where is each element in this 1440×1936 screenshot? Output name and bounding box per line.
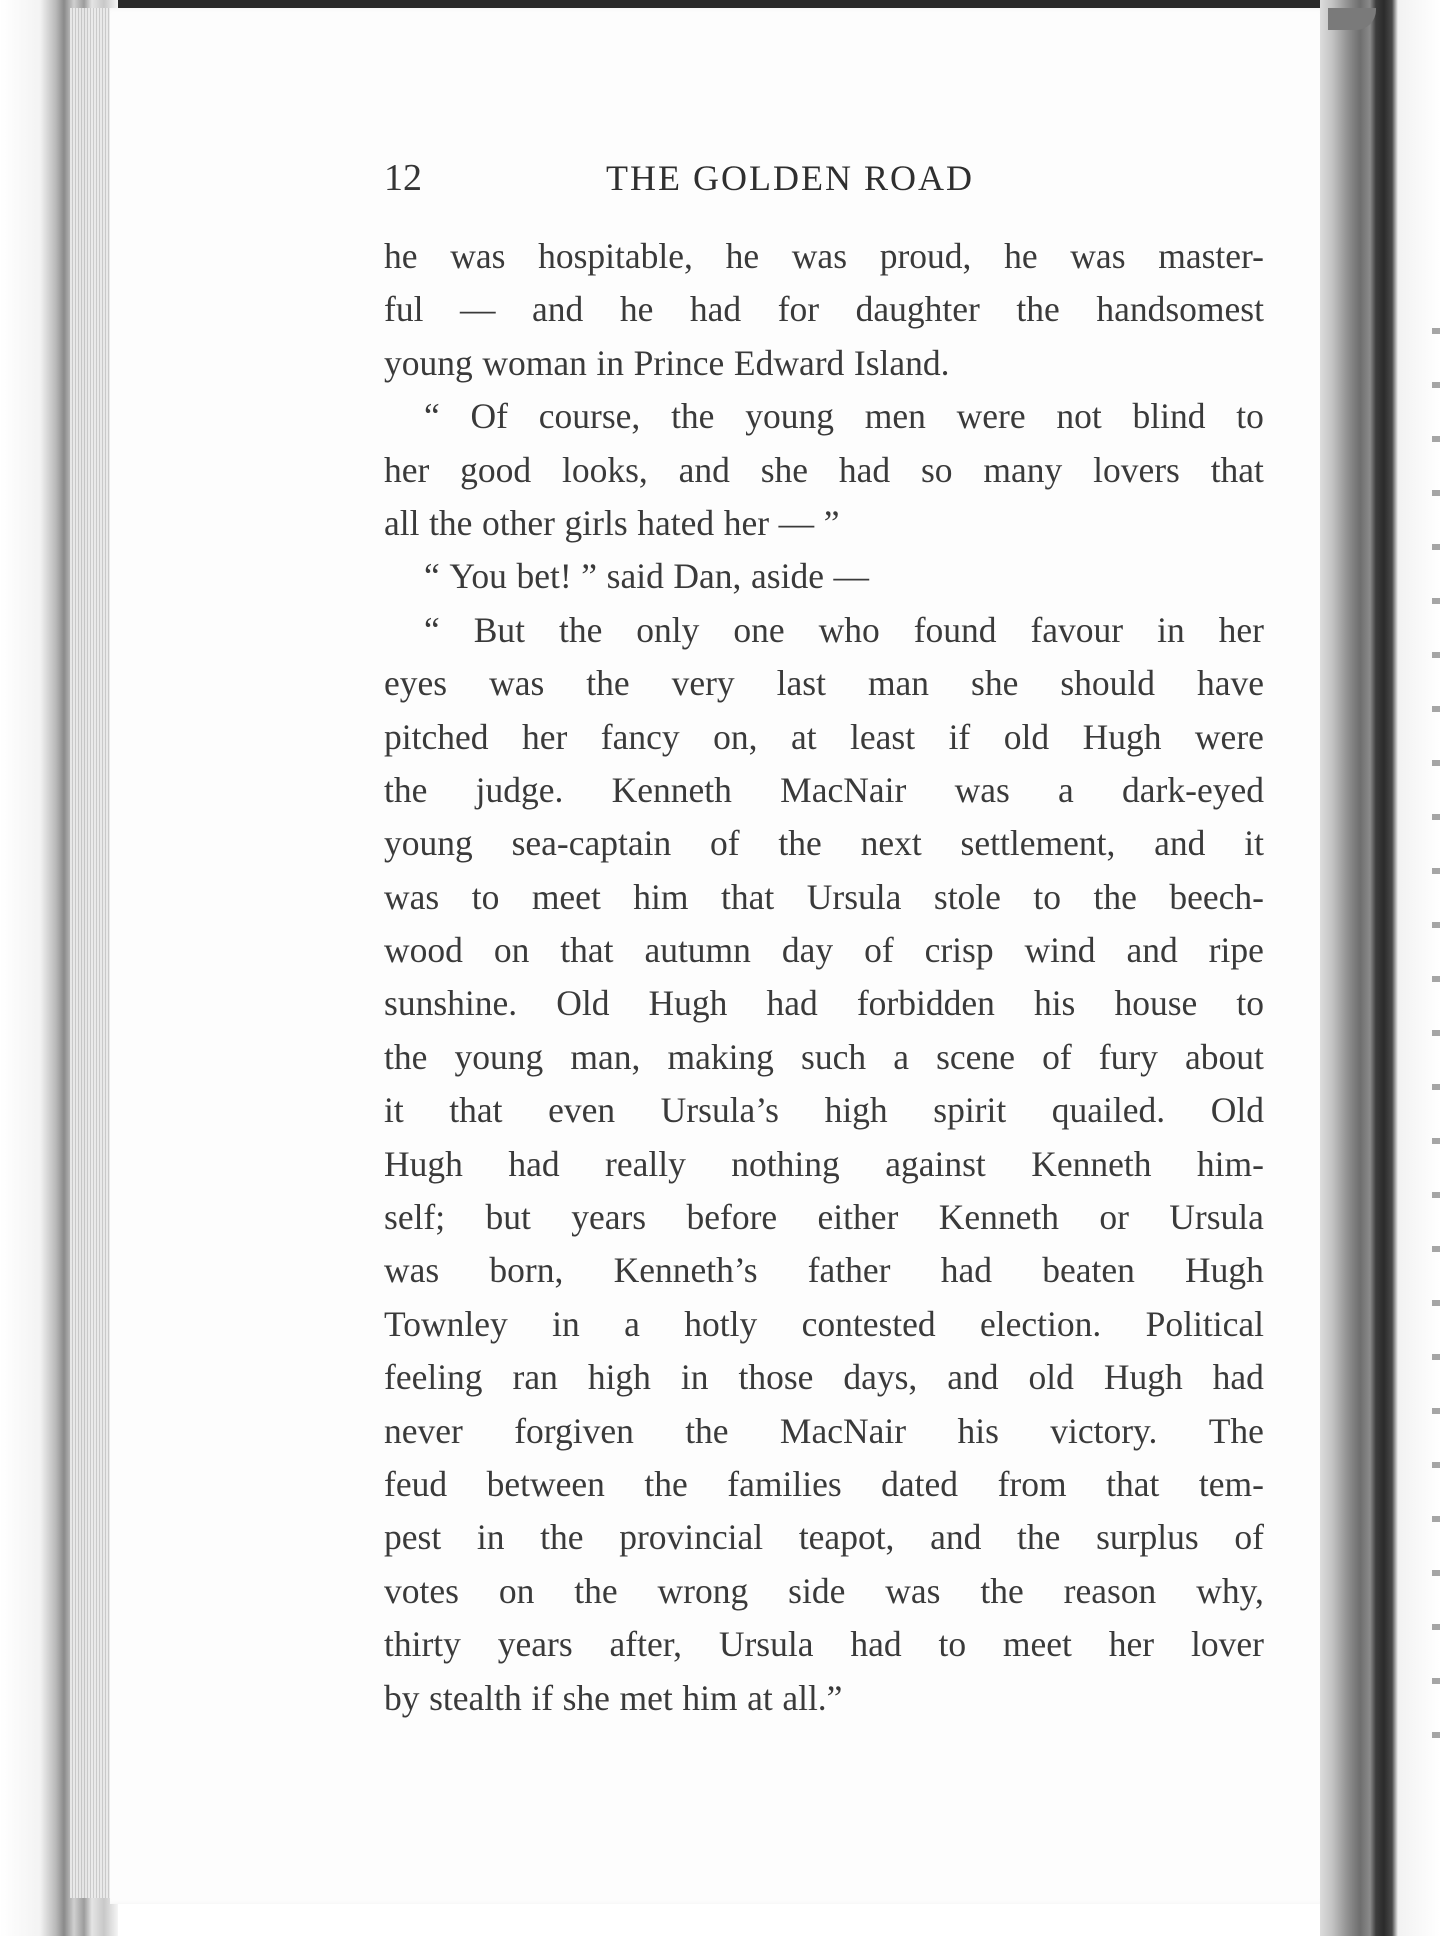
- word: victory.: [1050, 1410, 1158, 1451]
- word: ful: [384, 289, 424, 330]
- text-line: [384, 230, 1264, 283]
- word: feeling: [384, 1357, 483, 1398]
- word: really: [605, 1143, 686, 1184]
- word: had: [838, 449, 891, 490]
- word: handsomest: [1096, 289, 1264, 330]
- word: beech-: [1169, 876, 1264, 917]
- word: he: [619, 289, 654, 330]
- word: met: [619, 1677, 673, 1718]
- word: had: [1212, 1357, 1264, 1398]
- word: fancy: [600, 716, 680, 757]
- word: tem-: [1198, 1463, 1264, 1504]
- word: ”: [581, 556, 598, 597]
- text-line: [384, 657, 1264, 710]
- word: in: [552, 1303, 580, 1344]
- word: You: [449, 556, 507, 597]
- word: at: [790, 716, 817, 757]
- word: that: [560, 930, 614, 971]
- text-line: [384, 1458, 1264, 1511]
- text-line: [384, 1672, 1264, 1725]
- word: all.”: [782, 1677, 843, 1718]
- word: him: [682, 1677, 738, 1718]
- word: before: [686, 1197, 778, 1238]
- text-line: [384, 1084, 1264, 1137]
- word: wind: [1024, 930, 1096, 971]
- word: all: [384, 502, 420, 543]
- word: spirit: [933, 1090, 1007, 1131]
- word: between: [486, 1463, 605, 1504]
- word: Hugh: [1185, 1250, 1264, 1291]
- word: men: [864, 396, 926, 437]
- word: the: [558, 609, 603, 650]
- word: his: [1033, 983, 1076, 1024]
- page-edges: [70, 8, 110, 1898]
- word: was: [450, 236, 506, 276]
- word: dark-eyed: [1122, 769, 1264, 810]
- word: house: [1114, 983, 1198, 1024]
- word: old: [1028, 1357, 1074, 1398]
- word: ”: [823, 502, 840, 543]
- text-line: [384, 1565, 1264, 1618]
- word: and: [678, 449, 730, 490]
- word: years: [497, 1624, 573, 1665]
- word: Hugh: [648, 983, 728, 1024]
- word: in: [1157, 609, 1185, 650]
- word: provincial: [619, 1517, 764, 1558]
- word: Kenneth: [938, 1197, 1059, 1238]
- word: Ursula: [806, 876, 902, 917]
- word: aside: [751, 556, 824, 597]
- word: had: [766, 983, 818, 1024]
- word: him: [633, 876, 689, 917]
- word: hated: [637, 502, 715, 543]
- word: born,: [489, 1250, 564, 1291]
- word: years: [571, 1197, 647, 1238]
- text-line: [384, 871, 1264, 924]
- word: either: [817, 1197, 899, 1238]
- text-line: [384, 711, 1264, 764]
- word: the: [429, 502, 473, 543]
- word: about: [1185, 1036, 1264, 1077]
- word: self;: [384, 1197, 446, 1238]
- word: of: [1234, 1517, 1264, 1558]
- word: it: [1244, 823, 1264, 864]
- word: families: [727, 1463, 842, 1504]
- word: Ursula: [1169, 1197, 1264, 1238]
- word: Kenneth: [1031, 1143, 1152, 1184]
- text-line: [384, 497, 1264, 550]
- text-line: [384, 764, 1264, 817]
- word: stealth: [429, 1677, 522, 1718]
- word: woman: [482, 342, 587, 383]
- text-line: [384, 817, 1264, 870]
- word: of: [864, 930, 894, 971]
- word: should: [1060, 663, 1156, 704]
- word: forbidden: [856, 983, 995, 1024]
- word: to: [938, 1624, 967, 1665]
- word: forgiven: [514, 1410, 634, 1451]
- word: but: [485, 1197, 531, 1238]
- word: the: [540, 1517, 584, 1558]
- word: quailed.: [1051, 1090, 1166, 1131]
- word: Political: [1145, 1303, 1264, 1344]
- word: in: [680, 1357, 709, 1398]
- word: her: [723, 502, 770, 543]
- word: that: [1210, 449, 1264, 490]
- word: —: [459, 289, 496, 330]
- word: the: [1016, 289, 1060, 330]
- word: to: [1033, 876, 1062, 917]
- word: she: [562, 1677, 610, 1718]
- word: in: [476, 1517, 505, 1558]
- word: was: [384, 1250, 440, 1291]
- word: even: [548, 1090, 616, 1131]
- word: that: [1106, 1463, 1160, 1504]
- word: Prince: [633, 342, 725, 383]
- word: was: [885, 1570, 941, 1611]
- word: her: [1218, 609, 1264, 650]
- running-title: THE GOLDEN ROAD: [606, 158, 974, 198]
- word: Hugh: [384, 1143, 463, 1184]
- word: on,: [713, 716, 758, 757]
- word: looks,: [562, 449, 648, 490]
- word: lover: [1190, 1624, 1264, 1665]
- word: her: [1108, 1624, 1155, 1665]
- word: man: [867, 663, 930, 704]
- word: hospitable,: [538, 236, 693, 276]
- text-line: [384, 444, 1264, 497]
- word: crisp: [924, 930, 994, 971]
- text-line: [384, 1244, 1264, 1297]
- word: least: [850, 716, 916, 757]
- word: those: [738, 1357, 814, 1398]
- word: making: [667, 1036, 774, 1077]
- word: blind: [1132, 396, 1206, 437]
- word: why,: [1196, 1570, 1264, 1611]
- word: by: [384, 1677, 420, 1718]
- word: favour: [1030, 609, 1124, 650]
- word: Kenneth’s: [613, 1250, 758, 1291]
- word: were: [1194, 716, 1264, 757]
- word: proud,: [879, 236, 972, 276]
- word: was: [954, 769, 1010, 810]
- word: settlement,: [960, 823, 1116, 864]
- word: him-: [1196, 1143, 1264, 1184]
- word: was: [1070, 236, 1126, 276]
- word: she: [971, 663, 1019, 704]
- word: and: [1126, 930, 1178, 971]
- word: and: [947, 1357, 999, 1398]
- word: reason: [1063, 1570, 1157, 1611]
- word: such: [801, 1036, 867, 1077]
- word: from: [997, 1463, 1067, 1504]
- word: the: [574, 1570, 618, 1611]
- body-text: [384, 230, 1264, 1725]
- word: the: [384, 769, 428, 810]
- word: of: [710, 823, 740, 864]
- word: other: [482, 502, 555, 543]
- word: Ursula: [718, 1624, 814, 1665]
- word: MacNair: [779, 1410, 907, 1451]
- word: on: [498, 1570, 535, 1611]
- text-line: [384, 1405, 1264, 1458]
- word: wood: [384, 930, 463, 971]
- word: to: [1236, 396, 1264, 437]
- word: she: [760, 449, 809, 490]
- word: Townley: [384, 1303, 508, 1344]
- word: or: [1099, 1197, 1129, 1238]
- word: side: [788, 1570, 846, 1611]
- page-number: 12: [384, 157, 422, 199]
- word: beaten: [1042, 1250, 1135, 1291]
- word: and: [930, 1517, 982, 1558]
- book-gutter: [1320, 0, 1440, 1936]
- word: if: [531, 1677, 554, 1718]
- word: daughter: [855, 289, 980, 330]
- word: Dan,: [673, 556, 742, 597]
- word: MacNair: [780, 769, 907, 810]
- word: meet: [531, 876, 601, 917]
- word: to: [471, 876, 500, 917]
- text-line: [384, 1031, 1264, 1084]
- word: he: [725, 236, 760, 276]
- text-line: [384, 1191, 1264, 1244]
- word: pest: [384, 1517, 442, 1558]
- word: the: [644, 1463, 688, 1504]
- word: very: [671, 663, 735, 704]
- word: never: [384, 1410, 463, 1451]
- word: and: [532, 289, 584, 330]
- word: on: [493, 930, 530, 971]
- word: that: [721, 876, 775, 917]
- word: to: [1236, 983, 1264, 1024]
- word: bet!: [516, 556, 572, 597]
- word: autumn: [644, 930, 751, 971]
- word: one: [733, 609, 785, 650]
- text-line: [384, 604, 1264, 657]
- word: not: [1056, 396, 1102, 437]
- word: ran: [512, 1357, 558, 1398]
- word: master-: [1158, 236, 1264, 276]
- word: Hugh: [1103, 1357, 1183, 1398]
- word: was: [384, 876, 440, 917]
- word: he: [1004, 236, 1038, 276]
- word: lovers: [1093, 449, 1180, 490]
- word: Hugh: [1082, 716, 1162, 757]
- word: judge.: [475, 769, 564, 810]
- word: her: [521, 716, 568, 757]
- word: next: [860, 823, 922, 864]
- word: dated: [881, 1463, 959, 1504]
- word: his: [957, 1410, 999, 1451]
- word: her: [384, 449, 430, 490]
- word: —: [833, 556, 870, 597]
- word: high: [587, 1357, 651, 1398]
- word: “: [424, 396, 440, 437]
- word: a: [893, 1036, 909, 1077]
- word: eyes: [384, 663, 448, 704]
- word: the: [778, 823, 822, 864]
- word: Island.: [853, 342, 950, 383]
- word: who: [818, 609, 880, 650]
- word: Kenneth: [611, 769, 732, 810]
- word: the: [586, 663, 630, 704]
- word: Edward: [733, 342, 845, 383]
- text-line: [384, 1618, 1264, 1671]
- word: many: [983, 449, 1063, 490]
- text-line: [384, 550, 1264, 603]
- text-line: [384, 1298, 1264, 1351]
- text-line: [384, 1351, 1264, 1404]
- word: young: [454, 1036, 544, 1077]
- word: feud: [384, 1463, 448, 1504]
- word: contested: [801, 1303, 936, 1344]
- text-line: [384, 1511, 1264, 1564]
- word: found: [913, 609, 997, 650]
- page-header: [384, 150, 1044, 206]
- word: thirty: [384, 1624, 461, 1665]
- word: pitched: [384, 716, 489, 757]
- text-line: [384, 1138, 1264, 1191]
- text-line: [384, 337, 1264, 390]
- word: a: [1058, 769, 1074, 810]
- text-line: [384, 977, 1264, 1030]
- word: only: [636, 609, 700, 650]
- word: a: [624, 1303, 640, 1344]
- word: day: [781, 930, 834, 971]
- word: had: [940, 1250, 992, 1291]
- facing-page-bleed: [1432, 280, 1440, 1780]
- word: Old: [1210, 1090, 1264, 1131]
- word: of: [1042, 1036, 1072, 1077]
- word: said: [606, 556, 664, 597]
- word: last: [776, 663, 826, 704]
- word: meet: [1002, 1624, 1072, 1665]
- text-line: [384, 283, 1264, 336]
- word: was: [791, 236, 848, 276]
- word: have: [1196, 663, 1264, 704]
- word: high: [824, 1090, 888, 1131]
- word: Old: [556, 983, 610, 1024]
- word: good: [460, 449, 532, 490]
- word: votes: [384, 1570, 459, 1611]
- word: the: [980, 1570, 1024, 1611]
- word: But: [473, 609, 526, 650]
- word: “: [424, 609, 440, 650]
- word: against: [885, 1143, 986, 1184]
- word: nothing: [731, 1143, 840, 1184]
- word: the: [671, 396, 715, 437]
- word: “: [424, 556, 440, 597]
- word: at: [747, 1677, 773, 1718]
- word: The: [1208, 1410, 1264, 1451]
- word: election.: [980, 1303, 1102, 1344]
- word: father: [807, 1250, 891, 1291]
- word: had: [508, 1143, 560, 1184]
- word: if: [948, 716, 971, 757]
- text-line: [384, 924, 1264, 977]
- word: —: [778, 502, 815, 543]
- word: the: [384, 1036, 428, 1077]
- word: wrong: [657, 1570, 749, 1611]
- word: after,: [609, 1624, 682, 1665]
- word: man,: [570, 1036, 641, 1077]
- scan-top-border: [0, 0, 1440, 8]
- word: he: [384, 236, 418, 276]
- word: young: [745, 396, 834, 437]
- word: Ursula’s: [660, 1090, 779, 1131]
- word: and: [1154, 823, 1206, 864]
- word: old: [1003, 716, 1050, 757]
- word: sea-captain: [511, 823, 672, 864]
- word: teapot,: [798, 1517, 895, 1558]
- word: young: [384, 823, 473, 864]
- word: in: [596, 342, 625, 383]
- word: was: [489, 663, 545, 704]
- word: that: [449, 1090, 503, 1131]
- word: had: [850, 1624, 902, 1665]
- word: scene: [936, 1036, 1015, 1077]
- word: it: [384, 1090, 404, 1131]
- word: course,: [538, 396, 641, 437]
- word: the: [1017, 1517, 1061, 1558]
- word: young: [384, 342, 473, 383]
- word: the: [1093, 876, 1137, 917]
- word: Of: [470, 396, 508, 437]
- word: the: [685, 1410, 729, 1451]
- text-line: [384, 390, 1264, 443]
- word: stole: [933, 876, 1001, 917]
- word: hotly: [684, 1303, 758, 1344]
- word: surplus: [1096, 1517, 1199, 1558]
- word: fury: [1098, 1036, 1158, 1077]
- word: girls: [564, 502, 628, 543]
- word: sunshine.: [384, 983, 518, 1024]
- word: for: [777, 289, 820, 330]
- word: ripe: [1208, 930, 1264, 971]
- word: were: [956, 396, 1026, 437]
- word: so: [920, 449, 953, 490]
- word: days,: [843, 1357, 918, 1398]
- word: had: [689, 289, 742, 330]
